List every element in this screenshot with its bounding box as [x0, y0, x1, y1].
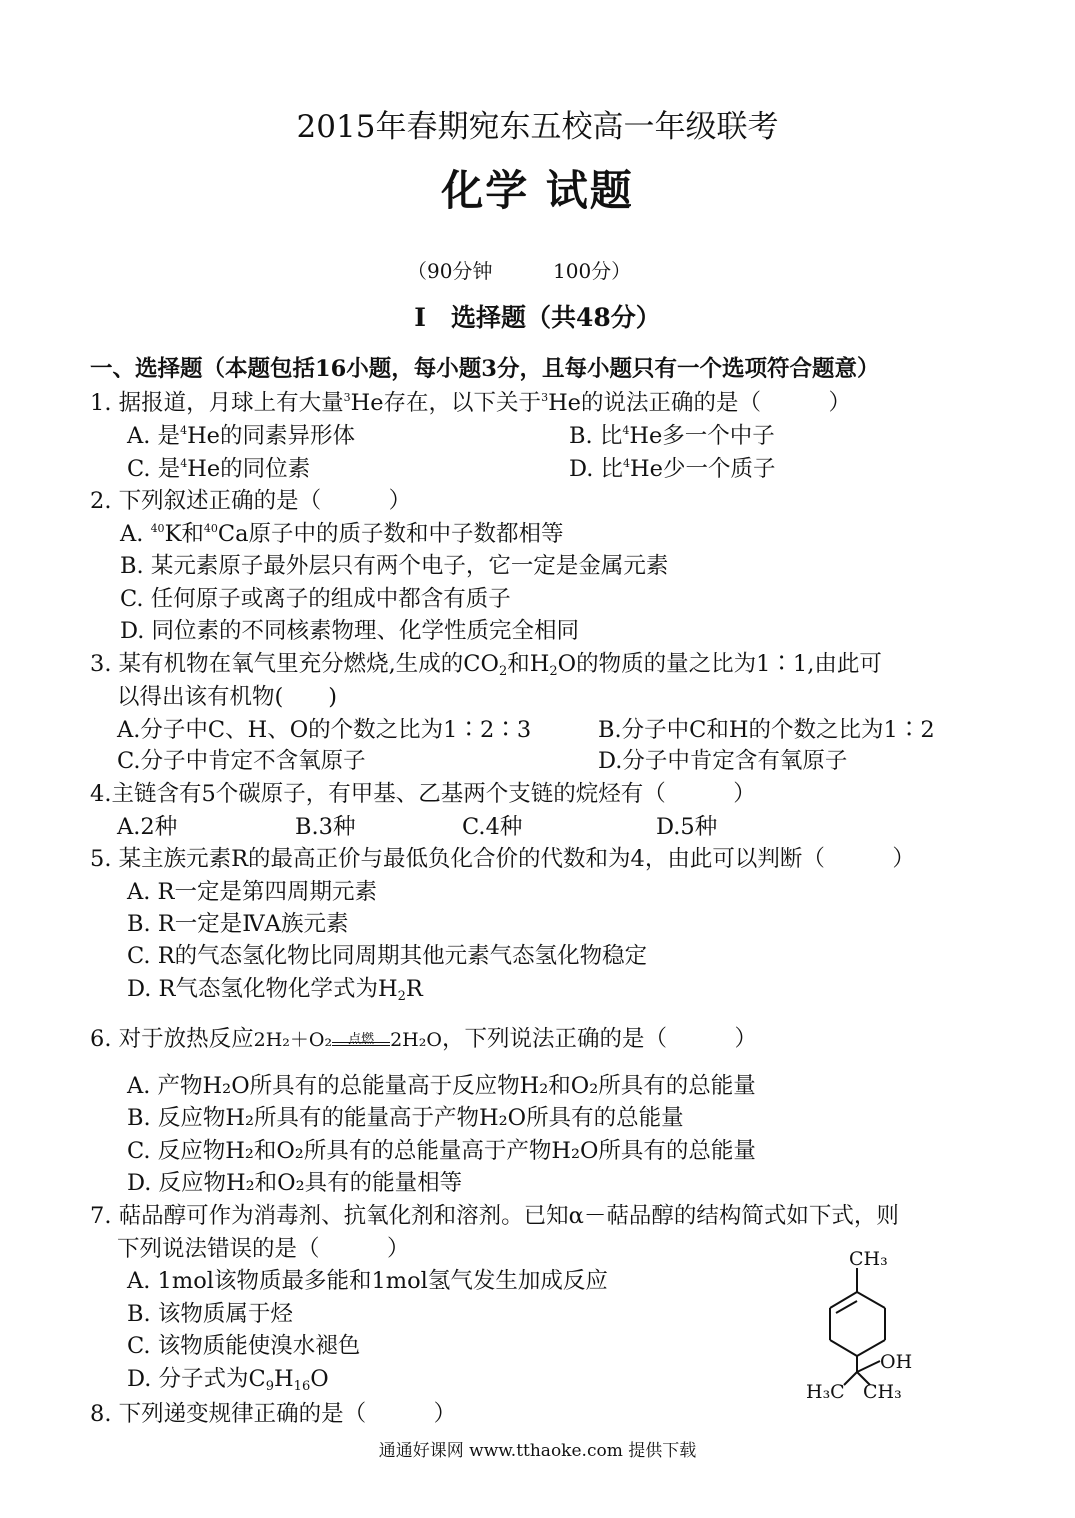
- bond-ring-1: [857, 1292, 885, 1308]
- label-h3c: H₃C: [806, 1381, 845, 1403]
- question-7-option-c: C. 该物质能使溴水褪色: [127, 1333, 361, 1359]
- bond-to-h3c: [844, 1372, 857, 1385]
- exam-subtitle: 化学 试题: [441, 166, 634, 215]
- question-2-stem: 2. 下列叙述正确的是（ ）: [90, 488, 412, 514]
- question-3-stem: 3. 某有机物在氧气里充分燃烧,生成的$CO_2$和$H_2O$的物质的量之比为1∶1,由此可: [90, 651, 882, 679]
- question-6-option-a: A. 产物H₂O所具有的总能量高于反应物H₂和O₂所具有的总能量: [127, 1073, 756, 1099]
- section-heading: I 选择题（共48分）: [414, 303, 661, 332]
- question-7-option-d: D. 分子式为$C_9H_{16}O$: [127, 1366, 329, 1394]
- reaction-equation: 2H₂＋O₂ 点燃 2H₂O: [253, 1029, 442, 1051]
- question-6-option-d: D. 反应物H₂和O₂具有的能量相等: [127, 1170, 463, 1196]
- question-3-option-c: C.分子中肯定不含氧原子: [117, 748, 366, 774]
- label-oh: OH: [880, 1351, 913, 1373]
- question-2-option-a: A. $^{40}$K和$^{40}$Ca原子中的质子数和中子数都相等: [120, 521, 564, 547]
- question-5-option-a: A. R一定是第四周期元素: [127, 879, 377, 905]
- question-3-option-b: B.分子中C和H的个数之比为1∶2: [598, 717, 935, 743]
- question-6-option-c: C. 反应物H₂和O₂所具有的总能量高于产物H₂O所具有的总能量: [127, 1138, 756, 1164]
- exam-time: （90分钟: [407, 259, 493, 283]
- question-2-option-b: B. 某元素原子最外层只有两个电子，它一定是金属元素: [120, 553, 669, 579]
- question-1-option-c: C. 是$^4$He的同位素: [127, 456, 311, 482]
- question-1-option-d: D. 比$^4$He少一个质子: [569, 456, 776, 482]
- question-7-stem-line2: 下列说法错误的是（ ）: [117, 1236, 410, 1262]
- label-ch3-right: CH₃: [863, 1381, 902, 1403]
- question-4-stem: 4.主链含有5个碳原子，有甲基、乙基两个支链的烷烃有（ ）: [90, 781, 756, 807]
- question-6-option-b: B. 反应物H₂所具有的能量高于产物H₂O所具有的总能量: [127, 1105, 684, 1131]
- question-3-option-a: A.分子中C、H、O的个数之比为1∶2∶3: [117, 717, 532, 743]
- question-7-stem: 7. 萜品醇可作为消毒剂、抗氧化剂和溶剂。已知α－萜品醇的结构简式如下式，则: [90, 1203, 899, 1229]
- exam-title: 2015年春期宛东五校高一年级联考: [296, 109, 779, 145]
- section-instructions: 一、选择题（本题包括16小题，每小题3分，且每小题只有一个选项符合题意）: [90, 356, 880, 382]
- exam-score: 100分）: [553, 259, 632, 283]
- question-1-option-b: B. 比$^4$He多一个中子: [569, 423, 775, 449]
- question-1-stem: 1. 据报道，月球上有大量$^3$He存在，以下关于$^3$He的说法正确的是（ ）: [90, 390, 852, 416]
- label-ch3-top: CH₃: [849, 1248, 888, 1270]
- question-8-stem: 8. 下列递变规律正确的是（ ）: [90, 1401, 457, 1427]
- question-4-option-c: C.4种: [462, 814, 523, 840]
- question-6-stem: 6. 对于放热反应2H₂＋O₂ 点燃 2H₂O，下列说法正确的是（ ）: [90, 1026, 757, 1052]
- question-2-option-d: D. 同位素的不同核素物理、化学性质完全相同: [120, 618, 580, 644]
- question-7-option-a: A. 1mol该物质最多能和1mol氢气发生加成反应: [127, 1268, 608, 1294]
- question-4-option-b: B.3种: [295, 814, 356, 840]
- terpineol-structure-diagram: [800, 1240, 940, 1405]
- bond-ring-6: [830, 1292, 857, 1308]
- question-5-option-c: C. R的气态氢化物比同周期其他元素气态氢化物稳定: [127, 943, 648, 969]
- question-2-option-c: C. 任何原子或离子的组成中都含有质子: [120, 586, 511, 612]
- question-3-option-d: D.分子中肯定含有氧原子: [598, 748, 848, 774]
- page-footer: 通通好课网 www.tthaoke.com 提供下载: [378, 1441, 697, 1461]
- question-5-stem: 5. 某主族元素R的最高正价与最低负化合价的代数和为4，由此可以判断（ ）: [90, 846, 915, 872]
- bond-ring-4: [830, 1340, 857, 1356]
- question-5-option-b: B. R一定是ⅣA族元素: [127, 911, 349, 937]
- question-1-option-a: A. 是$^4$He的同素异形体: [127, 423, 355, 449]
- question-5-option-d: D. R气态氢化物化学式为$H_2R$: [127, 976, 423, 1004]
- question-7-option-b: B. 该物质属于烃: [127, 1301, 293, 1327]
- question-4-option-a: A.2种: [117, 814, 178, 840]
- question-4-option-d: D.5种: [656, 814, 718, 840]
- bond-to-oh: [857, 1361, 880, 1372]
- question-3-stem-line2: 以得出该有机物( ): [117, 684, 338, 710]
